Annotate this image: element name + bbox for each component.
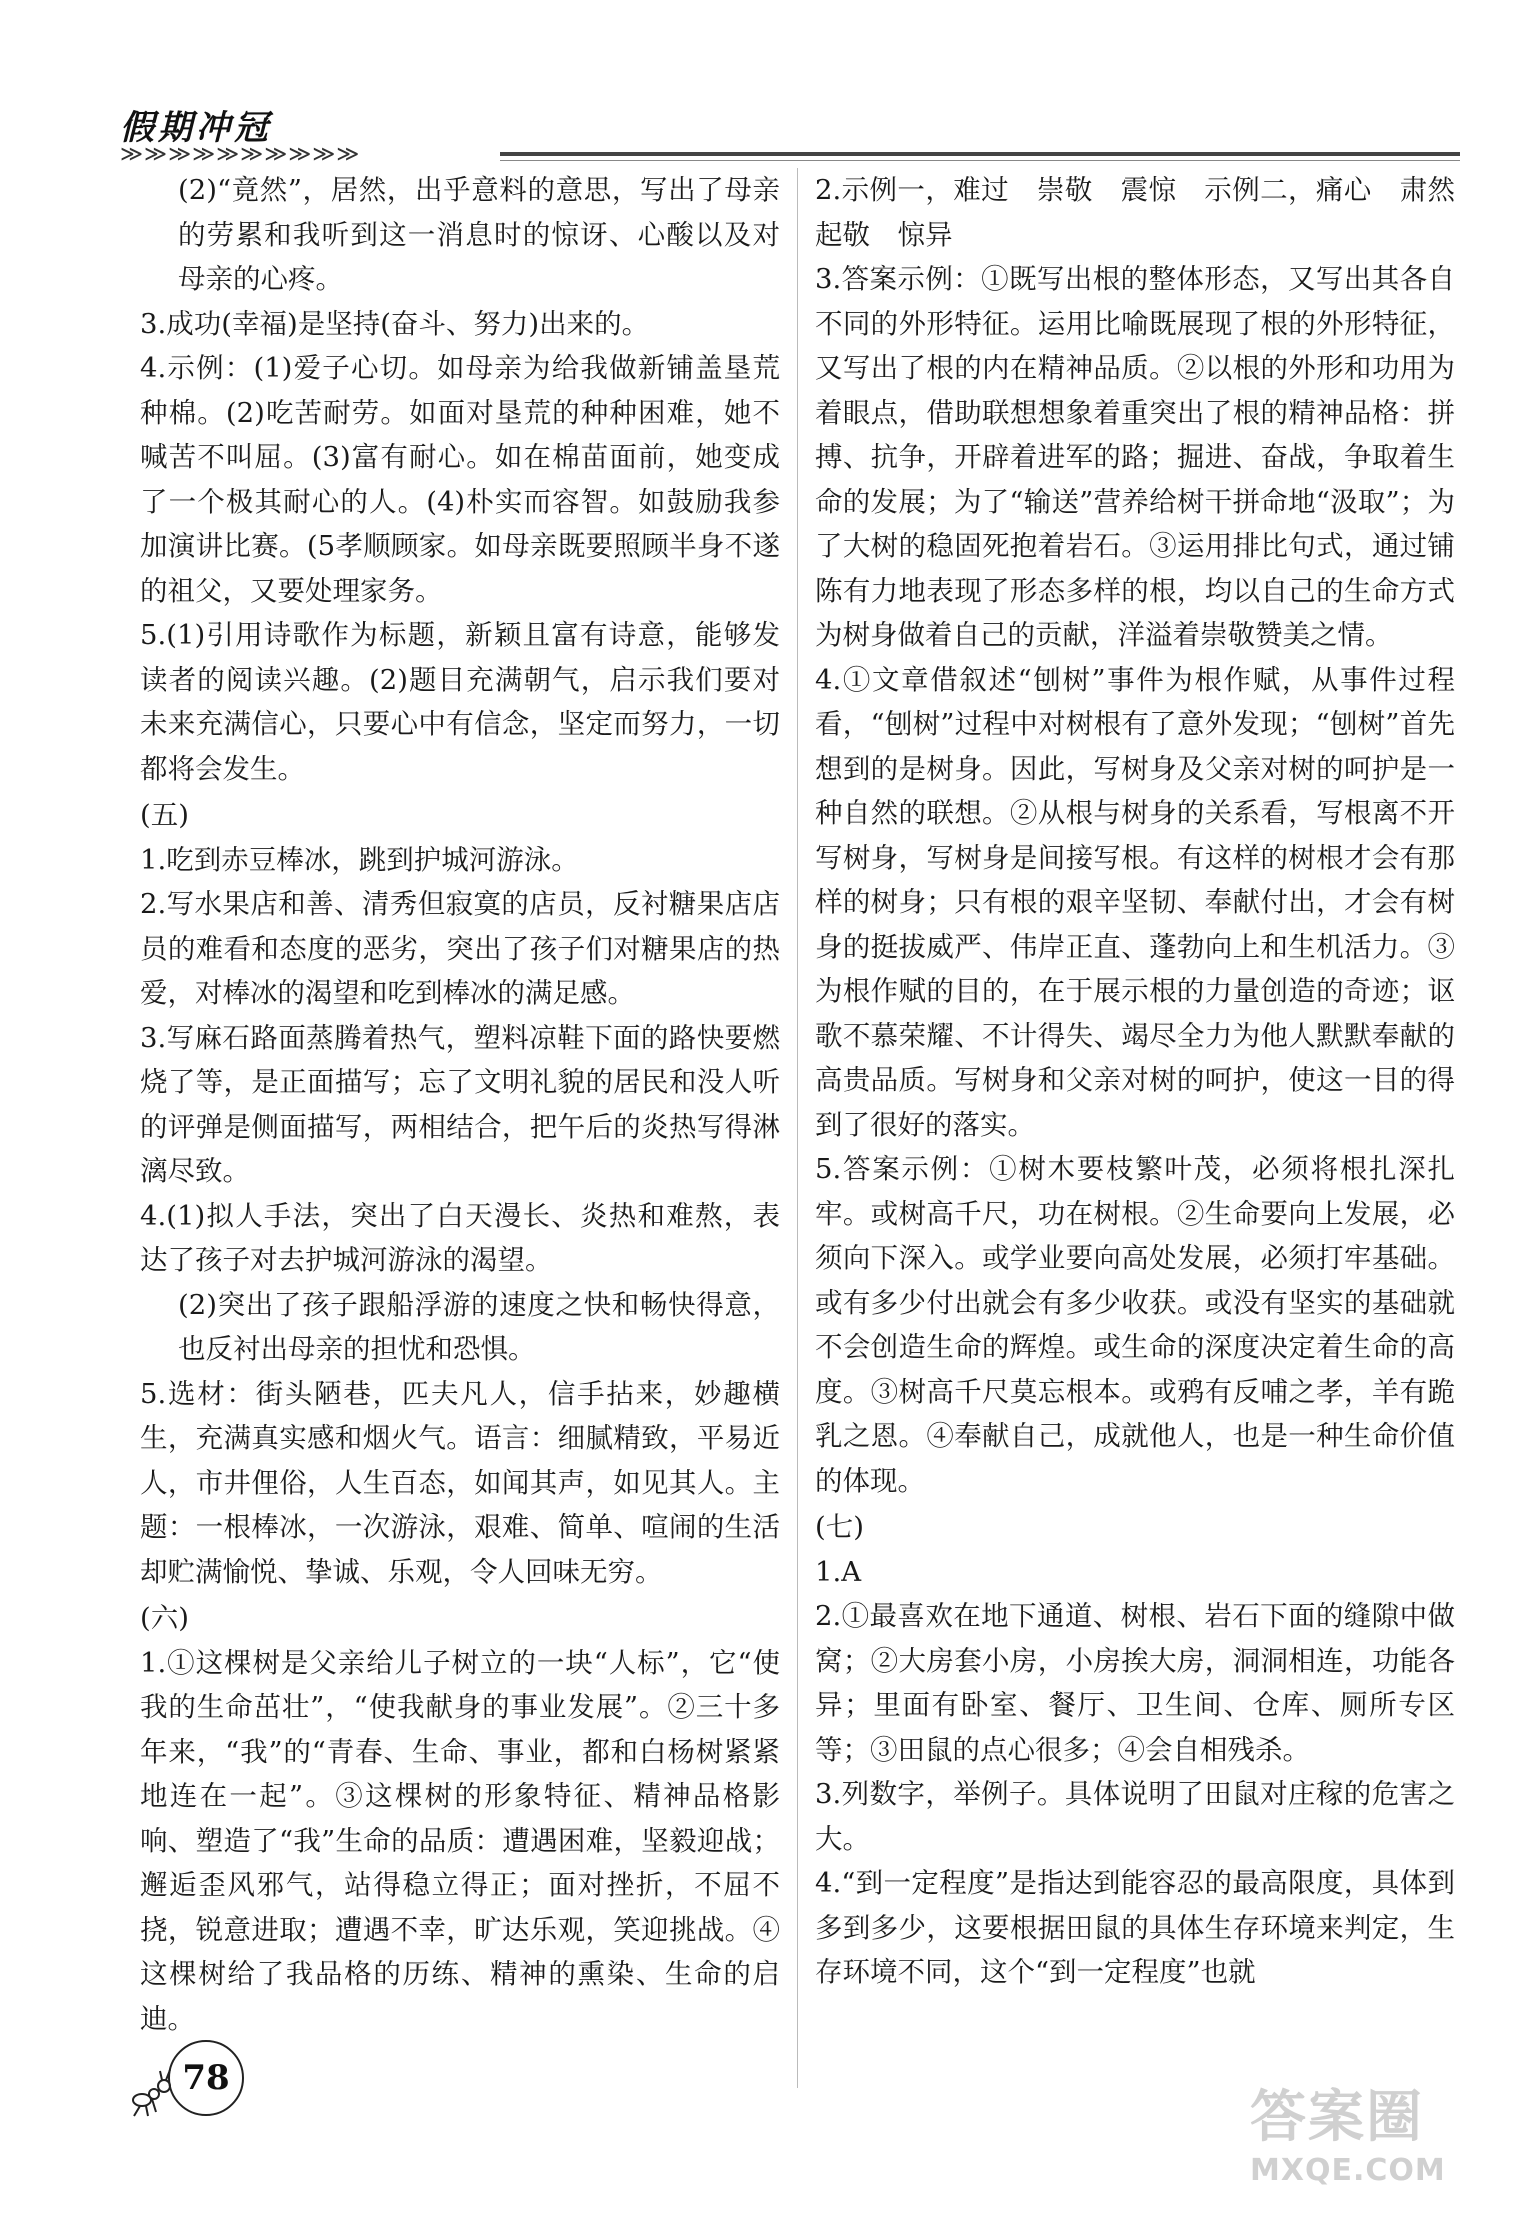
answer-paragraph: 4.(1)拟人手法，突出了白天漫长、炎热和难熬，表达了孩子对去护城河游泳的渴望。: [140, 1199, 780, 1276]
page-header: [120, 100, 1460, 170]
page-number: 78: [168, 2040, 244, 2116]
answer-paragraph: 4.①文章借叙述“刨树”事件为根作赋，从事件过程看，“刨树”过程中对树根有了意外发现；“刨树”首先想到的是树身。因此，写树身及父亲对树的呵护是一种自然的联想。②从根与树身的关系看，写根离不开写树身，写树身是间接写根。有这样的树根才会有那样的树身；只有根的艰辛坚韧、奉献付出，才会有树身的挺拔威严、伟岸正直、蓬勃向上和生机活力。③为根作赋的目的，在于展示根的力量创造的奇迹；讴歌不慕荣耀、不计得失、竭尽全力为他人默默奉献的高贵品质。写树身和父亲对树的呵护，使这一目的得到了很好的落实。: [815, 663, 1455, 1141]
answer-paragraph: 2.示例一，难过 崇敬 震惊 示例二，痛心 肃然起敬 惊异: [815, 174, 1455, 251]
answer-paragraph: 4.“到一定程度”是指达到能容忍的最高限度，具体到多到多少，这要根据田鼠的具体生存环境来判定，生存环境不同，这个“到一定程度”也就: [815, 1867, 1455, 1988]
answer-paragraph: 1.①这棵树是父亲给儿子树立的一块“人标”，它“使我的生命茁壮”，“使我献身的事业发展”。②三十多年来，“我”的“青春、生命、事业，都和白杨树紧紧地连在一起”。③这棵树的形象特征、精神品格影响、塑造了“我”生命的品质：遭遇困难，坚毅迎战；邂逅歪风邪气，站得稳立得正；面对挫折，不屈不挠，锐意进取；遭遇不幸，旷达乐观，笑迎挑战。④这棵树给了我品格的历练、精神的熏染、生命的启迪。: [140, 1646, 780, 2035]
section-heading: (六): [140, 1602, 189, 1634]
answer-paragraph: (2)“竟然”，居然，出乎意料的意思，写出了母亲的劳累和我听到这一消息时的惊讶、心酸以及对母亲的心疼。: [178, 174, 780, 295]
section-heading: (五): [140, 799, 189, 831]
header-rule-thin: [500, 160, 1460, 161]
column-divider: [797, 168, 798, 2088]
answer-paragraph: (2)突出了孩子跟船浮游的速度之快和畅快得意，也反衬出母亲的担忧和恐惧。: [178, 1288, 780, 1365]
answer-paragraph: 3.成功(幸福)是坚持(奋斗、努力)出来的。: [140, 307, 650, 340]
section-heading: (七): [815, 1511, 864, 1543]
answer-paragraph: 1.A: [815, 1555, 862, 1588]
header-arrows-decoration: ≫≫≫≫≫≫≫≫≫≫: [120, 142, 361, 167]
answer-paragraph: 2.写水果店和善、清秀但寂寞的店员，反衬糖果店店员的难看和态度的恶劣，突出了孩子们对糖果店的热爱，对棒冰的渴望和吃到棒冰的满足感。: [140, 888, 780, 1009]
answer-paragraph: 1.吃到赤豆棒冰，跳到护城河游泳。: [140, 843, 579, 876]
answer-paragraph: 2.①最喜欢在地下通道、树根、岩石下面的缝隙中做窝；②大房套小房，小房挨大房，洞洞相连，功能各异；里面有卧室、餐厅、卫生间、仓库、厕所专区等；③田鼠的点心很多；④会自相残杀。: [815, 1600, 1455, 1766]
watermark-url: MXQE.COM: [1250, 2153, 1446, 2188]
answer-paragraph: 5.选材：街头陋巷，匹夫凡人，信手拈来，妙趣横生，充满真实感和烟火气。语言：细腻精致，平易近人，市井俚俗，人生百态，如闻其声，如见其人。主题：一根棒冰，一次游泳，艰难、简单、喧闹的生活却贮满愉悦、挚诚、乐观，令人回味无穷。: [140, 1377, 780, 1588]
answer-paragraph: 5.答案示例：①树木要枝繁叶茂，必须将根扎深扎牢。或树高千尺，功在树根。②生命要向上发展，必须向下深入。或学业要向高处发展，必须打牢基础。或有多少付出就会有多少收获。或没有坚实的基础就不会创造生命的辉煌。或生命的深度决定着生命的高度。③树高千尺莫忘根本。或鸦有反哺之孝，羊有跪乳之恩。④奉献自己，成就他人，也是一种生命价值的体现。: [815, 1153, 1455, 1497]
answer-paragraph: 3.列数字，举例子。具体说明了田鼠对庄稼的危害之大。: [815, 1778, 1455, 1855]
answer-paragraph: 5.(1)引用诗歌作为标题，新颖且富有诗意，能够发读者的阅读兴趣。(2)题目充满朝气，启示我们要对未来充满信心，只要心中有信念，坚定而努力，一切都将会发生。: [140, 619, 780, 785]
watermark-title: 答案圈: [1250, 2085, 1424, 2150]
answer-paragraph: 3.写麻石路面蒸腾着热气，塑料凉鞋下面的路快要燃烧了等，是正面描写；忘了文明礼貌的居民和没人听的评弹是侧面描写，两相结合，把午后的炎热写得淋漓尽致。: [140, 1021, 780, 1187]
header-rule: [500, 152, 1460, 156]
left-column: [140, 168, 780, 2041]
answer-paragraph: 3.答案示例：①既写出根的整体形态，又写出其各自不同的外形特征。运用比喻既展现了根的外形特征，又写出了根的内在精神品质。②以根的外形和功用为着眼点，借助联想想象着重突出了根的精神品格：拼搏、抗争，开辟着进军的路；掘进、奋战，争取着生命的发展；为了“输送”营养给树干拼命地“汲取”；为了大树的稳固死抱着岩石。③运用排比句式，通过铺陈有力地表现了形态多样的根，均以自己的生命方式为树身做着自己的贡献，洋溢着崇敬赞美之情。: [815, 263, 1455, 651]
watermark-logo: [1250, 2073, 1500, 2193]
answer-paragraph: 4.示例：(1)爱子心切。如母亲为给我做新铺盖垦荒种棉。(2)吃苦耐劳。如面对垦荒的种种困难，她不喊苦不叫屈。(3)富有耐心。如在棉苗面前，她变成了一个极其耐心的人。(4)朴实而容智。如鼓励我参加演讲比赛。(5孝顺顾家。如母亲既要照顾半身不遂的祖父，又要处理家务。: [140, 352, 780, 607]
right-column: [815, 168, 1455, 1995]
book-title: 假期冲冠: [120, 108, 272, 148]
